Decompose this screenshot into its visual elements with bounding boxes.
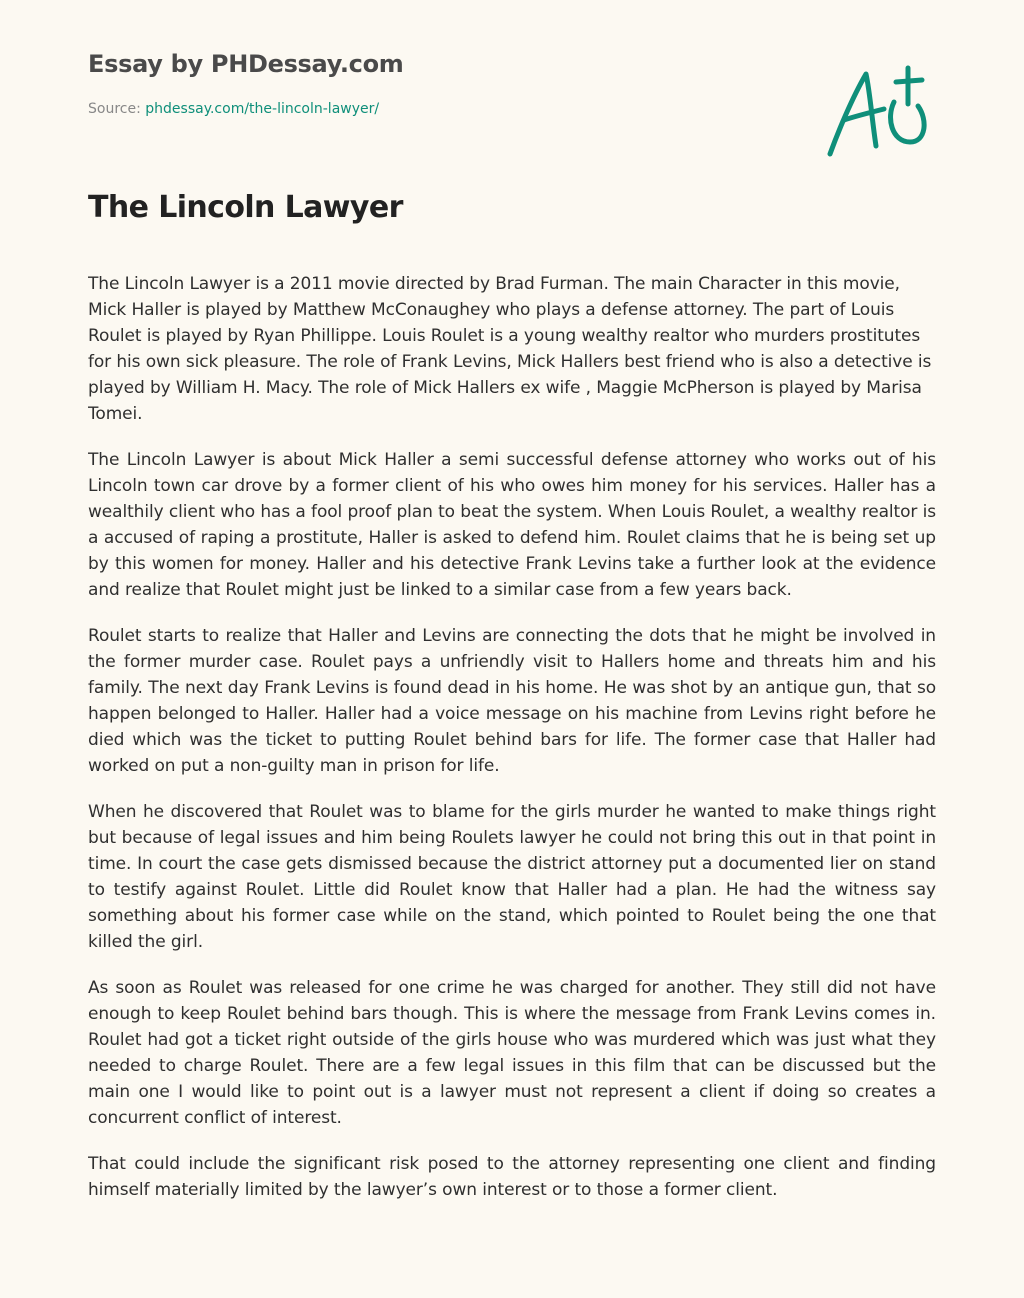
a-plus-grade-icon — [820, 62, 932, 162]
source-link[interactable]: phdessay.com/the-lincoln-lawyer/ — [145, 101, 380, 117]
essay-body — [88, 271, 936, 1298]
plus-horizontal — [896, 80, 922, 82]
source-label: Source: — [88, 101, 146, 117]
essay-title: The Lincoln Lawyer — [88, 190, 403, 225]
grade-circle — [891, 102, 925, 142]
essay-paragraph: As soon as Roulet was released for one crime he was charged for another. They still did not have enough to keep Roulet behind bars though. This is where the message from Frank Levins comes in. Roulet had got a ticket right outside of the girls house who was murdered which was just what they needed to charge Roulet. There are a few legal issues in this film that can be discussed but the main one I would like to point out is a lawyer must not represent a client if doing so creates a concurrent conflict of interest. — [88, 978, 936, 1128]
essay-paragraph: That could include the significant risk posed to the attorney representing one client and finding himself materially limited by the lawyer’s own interest or to those a former client. — [88, 1154, 936, 1200]
essay-paragraph: When he discovered that Roulet was to blame for the girls murder he wanted to make things right but because of legal issues and him being Roulets lawyer he could not bring this out in that point in time. In court the case gets dismissed because the district attorney put a documented lier on stand to testify against Roulet. Little did Roulet know that Haller had a plan. He had the witness say something about his former case while on the stand, which pointed to Roulet being the one that killed the girl. — [88, 802, 936, 952]
essay-paragraph: The Lincoln Lawyer is a 2011 movie directed by Brad Furman. The main Character in this movie, Mick Haller is played by Matthew McConaughey who plays a defense attorney. The part of Louis Roulet is played by Ryan Phillippe. Louis Roulet is a young wealthy realtor who murders prostitutes for his own sick pleasure. The role of Frank Levins, Mick Hallers best friend who is also a detective is played by William H. Macy. The role of Mick Hallers ex wife , Maggie McPherson is played by Marisa Tomei. — [88, 274, 932, 424]
site-title: Essay by PHDessay.com — [88, 50, 404, 78]
essay-paragraph: Roulet starts to realize that Haller and Levins are connecting the dots that he might be involved in the former murder case. Roulet pays a unfriendly visit to Hallers home and threats him and his family. The next day Frank Levins is found dead in his home. He was shot by an antique gun, that so happen belonged to Haller. Haller had a voice message on his machine from Levins right before he died which was the ticket to putting Roulet behind bars for life. The former case that Haller had worked on put a non-guilty man in prison for life. — [88, 626, 936, 776]
essay-paragraph: The Lincoln Lawyer is about Mick Haller a semi successful defense attorney who works out of his Lincoln town car drove by a former client of his who owes him money for his services. Haller has a wealthily client who has a fool proof plan to beat the system. When Louis Roulet, a wealthy realtor is a accused of raping a prostitute, Haller is asked to defend him. Roulet claims that he is being set up by this women for money. Haller and his detective Frank Levins take a further look at the evidence and realize that Roulet might just be linked to a similar case from a few years back. — [88, 450, 936, 600]
source-line — [88, 101, 379, 117]
